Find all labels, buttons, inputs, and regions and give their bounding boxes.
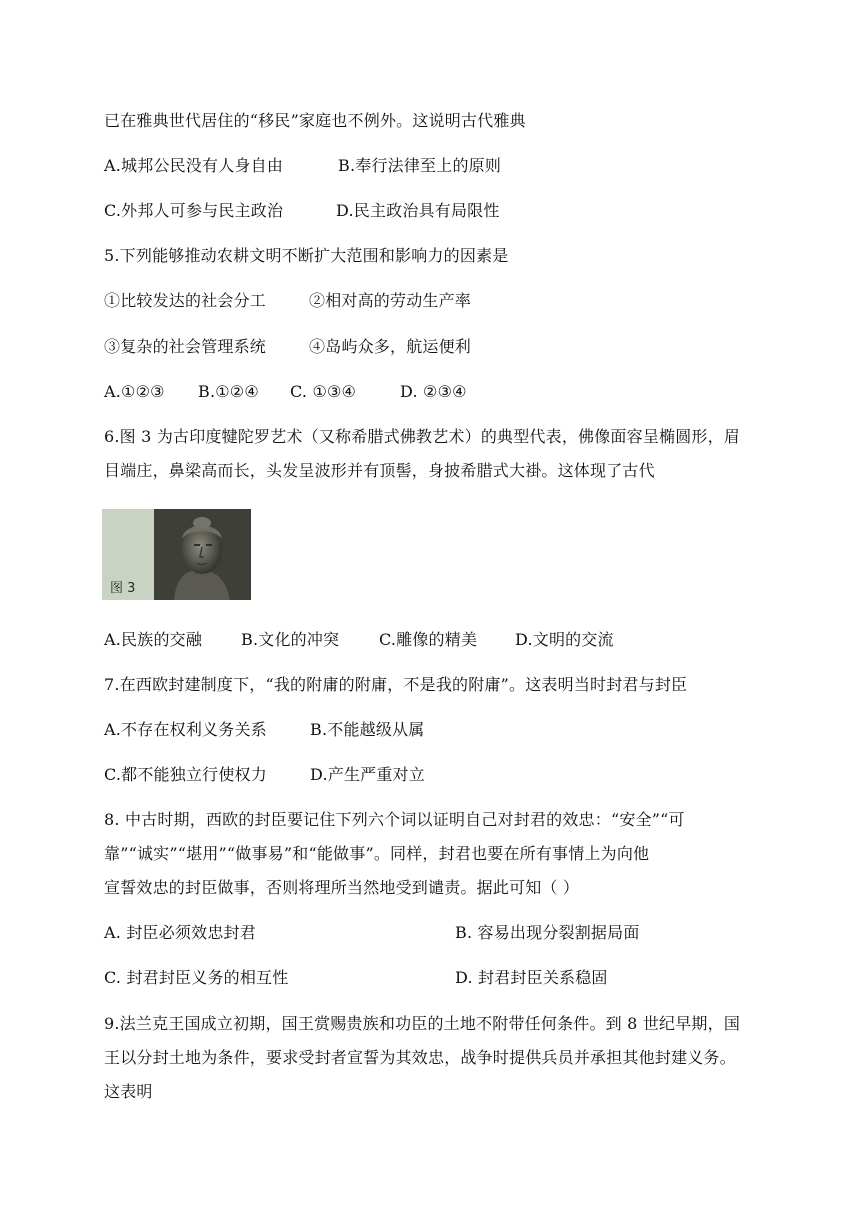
q9-stem-line-3: 这表明 (104, 1082, 153, 1101)
q4-options-row-1 (104, 155, 501, 177)
q7-option-b: B.不能越级从属 (310, 720, 425, 739)
q8-stem-line-1: 8. 中古时期，西欧的封臣要记住下列六个词以证明自己对封君的效忠：“安全”“可 (104, 810, 685, 829)
q4-option-d: D.民主政治具有局限性 (336, 201, 500, 220)
q5-items-row-2 (104, 336, 471, 358)
q8-option-b: B. 容易出现分裂割据局面 (455, 923, 640, 942)
q7-options-row-2 (104, 764, 425, 786)
q6-option-c: C.雕像的精美 (379, 630, 478, 649)
buddha-statue-photo (154, 509, 251, 600)
q9-stem-line-1: 9.法兰克王国成立初期，国王赏赐贵族和功臣的土地不附带任何条件。到 8 世纪早期，国 (104, 1014, 741, 1033)
q4-option-c: C.外邦人可参与民主政治 (104, 201, 284, 220)
q4-option-b: B.奉行法律至上的原则 (338, 156, 502, 175)
q5-item-3: ③复杂的社会管理系统 (104, 337, 267, 356)
q6-stem-line-2: 目端庄，鼻梁高而长，头发呈波形并有顶髻，身披希腊式大褂。这体现了古代 (104, 461, 655, 480)
q9-stem-line-2: 王以分封土地为条件，要求受封者宣誓为其效忠，战争时提供兵员并承担其他封建义务。 (104, 1048, 736, 1067)
q6-option-d: D.文明的交流 (515, 630, 614, 649)
q7-options-row-1 (104, 719, 424, 741)
q5-option-d: D. ②③④ (400, 382, 467, 401)
q5-item-4: ④岛屿众多，航运便利 (309, 337, 472, 356)
q8-option-c: C. 封君封臣义务的相互性 (104, 968, 289, 987)
q8-stem-line-3: 宣誓效忠的封臣做事，否则将理所当然地受到谴责。据此可知（ ） (104, 878, 580, 897)
q6-option-b: B.文化的冲突 (241, 630, 340, 649)
q8-option-d: D. 封君封臣关系稳固 (455, 968, 608, 987)
q4-options-row-2 (104, 200, 500, 222)
q7-option-d: D.产生严重对立 (310, 765, 425, 784)
q5-items-row-1 (104, 290, 471, 312)
q6-stem-line-1: 6.图 3 为古印度犍陀罗艺术（又称希腊式佛教艺术）的典型代表，佛像面容呈椭圆形，眉 (104, 427, 741, 446)
q7-option-c: C.都不能独立行使权力 (104, 765, 267, 784)
q7-stem: 7.在西欧封建制度下，“我的附庸的附庸，不是我的附庸”。这表明当时封君与封臣 (104, 675, 688, 694)
q5-item-2: ②相对高的劳动生产率 (309, 291, 472, 310)
q8-options-row-1 (104, 922, 640, 944)
q5-stem: 5.下列能够推动农耕文明不断扩大范围和影响力的因素是 (104, 246, 509, 265)
q4-option-a: A.城邦公民没有人身自由 (104, 156, 284, 175)
q5-option-b: B.①②④ (198, 382, 259, 401)
q5-option-c: C. ①③④ (290, 382, 357, 401)
q5-option-a: A.①②③ (104, 382, 165, 401)
q6-option-a: A.民族的交融 (104, 630, 203, 649)
q8-option-a: A. 封臣必须效忠封君 (104, 923, 256, 942)
q8-options-row-2 (104, 967, 608, 989)
q5-item-1: ①比较发达的社会分工 (104, 291, 267, 310)
figure-caption: 图 3 (110, 581, 136, 596)
q5-options-row (104, 381, 467, 403)
q7-option-a: A.不存在权利义务关系 (104, 720, 267, 739)
q4-stem-tail: 已在雅典世代居住的“移民”家庭也不例外。这说明古代雅典 (104, 111, 526, 130)
q6-options-row (104, 629, 614, 651)
figure-3-buddha-image (102, 509, 251, 600)
q8-stem-line-2: 靠”“诚实”“堪用”“做事易”和“能做事”。同样，封君也要在所有事情上为向他 (104, 844, 650, 863)
